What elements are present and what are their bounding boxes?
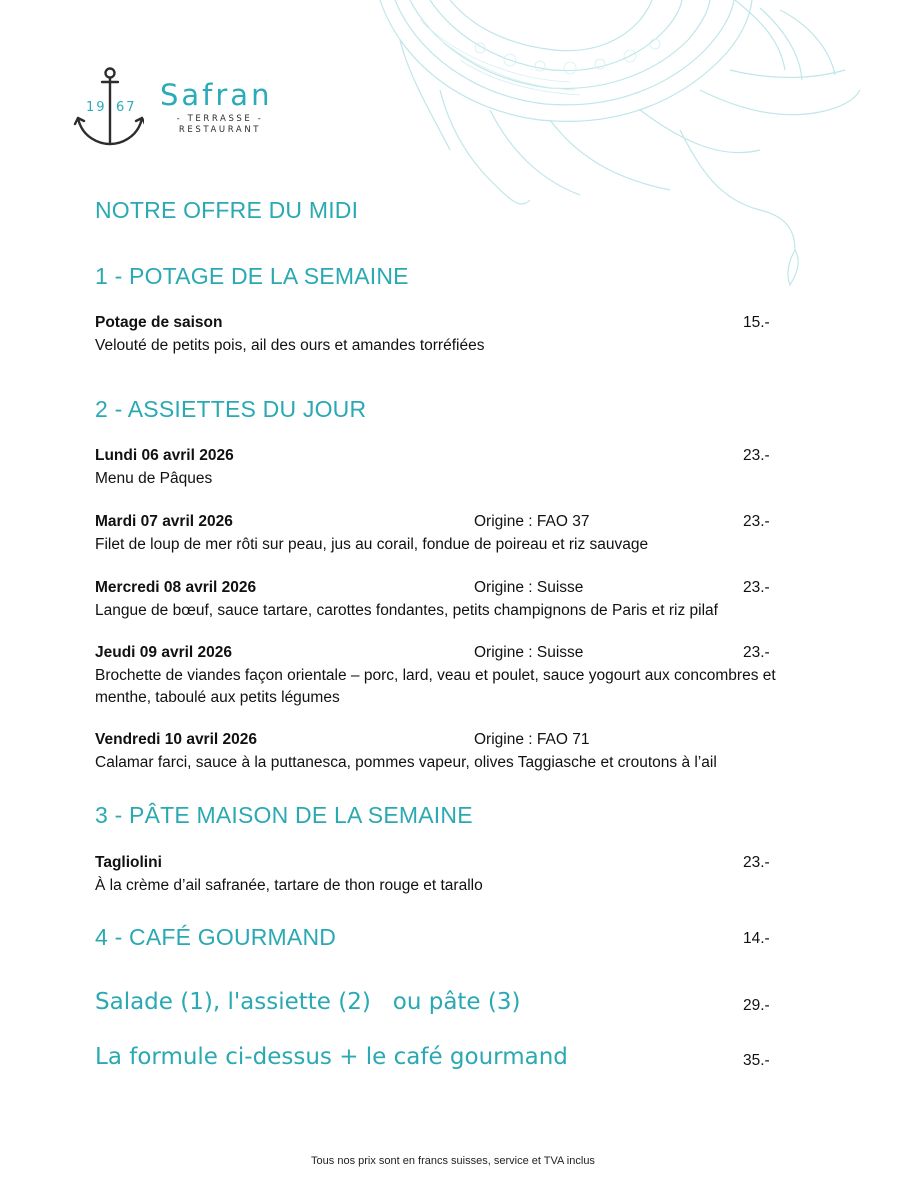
- section-title-assiettes: 2 - ASSIETTES DU JOUR: [95, 396, 367, 422]
- item-description: Brochette de viandes façon orientale – porc, lard, veau et poulet, sauce yogourt aux concombres et menthe, taboulé aux petits légumes: [95, 667, 776, 706]
- logo-year-left: 19: [86, 100, 107, 115]
- formula-price: 35.-: [743, 1052, 770, 1069]
- jellyfish-illustration: [340, 0, 880, 290]
- formula-price: 29.-: [743, 997, 770, 1014]
- item-price: 15.-: [743, 314, 770, 331]
- cafe-price: 14.-: [743, 930, 770, 947]
- item-origin: Origine : Suisse: [474, 579, 584, 596]
- section-title-cafe: 4 - CAFÉ GOURMAND: [95, 924, 337, 950]
- item-origin: Origine : FAO 71: [474, 731, 590, 748]
- item-name: Vendredi 10 avril 2026: [95, 731, 257, 748]
- item-name: Mardi 07 avril 2026: [95, 513, 233, 530]
- item-origin: Origine : FAO 37: [474, 513, 590, 530]
- item-description: Langue de bœuf, sauce tartare, carottes fondantes, petits champignons de Paris et riz pilaf: [95, 602, 718, 619]
- logo-subtitle-line1: - TERRASSE -: [176, 114, 264, 124]
- section-title-potage: 1 - POTAGE DE LA SEMAINE: [95, 263, 409, 289]
- logo-year-right: 67: [116, 100, 137, 115]
- section-title-pate: 3 - PÂTE MAISON DE LA SEMAINE: [95, 802, 473, 828]
- restaurant-logo: [72, 64, 292, 154]
- item-name: Potage de saison: [95, 314, 223, 331]
- item-price: 23.-: [743, 447, 770, 464]
- item-price: 23.-: [743, 513, 770, 530]
- item-price: 23.-: [743, 579, 770, 596]
- footer-note: Tous nos prix sont en francs suisses, service et TVA inclus: [311, 1155, 595, 1167]
- logo-subtitle-line2: RESTAURANT: [178, 125, 262, 135]
- item-name: Lundi 06 avril 2026: [95, 447, 234, 464]
- item-description: Menu de Pâques: [95, 470, 213, 487]
- item-origin: Origine : Suisse: [474, 644, 584, 661]
- item-name: Tagliolini: [95, 854, 162, 871]
- item-description: Filet de loup de mer rôti sur peau, jus au corail, fondue de poireau et riz sauvage: [95, 536, 649, 553]
- page-title: NOTRE OFFRE DU MIDI: [95, 197, 359, 223]
- formula-label: Salade (1), l'assiette (2) ou pâte (3): [95, 989, 521, 1015]
- logo-name: Safran: [160, 78, 273, 112]
- item-description: Velouté de petits pois, ail des ours et amandes torréfiées: [95, 337, 485, 354]
- logo-subtitle: [162, 114, 278, 136]
- item-price: 23.-: [743, 644, 770, 661]
- item-price: 23.-: [743, 854, 770, 871]
- item-description: À la crème d’ail safranée, tartare de thon rouge et tarallo: [95, 877, 483, 894]
- formula-label: La formule ci-dessus + le café gourmand: [95, 1044, 568, 1070]
- item-description: Calamar farci, sauce à la puttanesca, pommes vapeur, olives Taggiasche et croutons à l’ail: [95, 754, 717, 771]
- item-name: Jeudi 09 avril 2026: [95, 644, 233, 661]
- item-name: Mercredi 08 avril 2026: [95, 579, 257, 596]
